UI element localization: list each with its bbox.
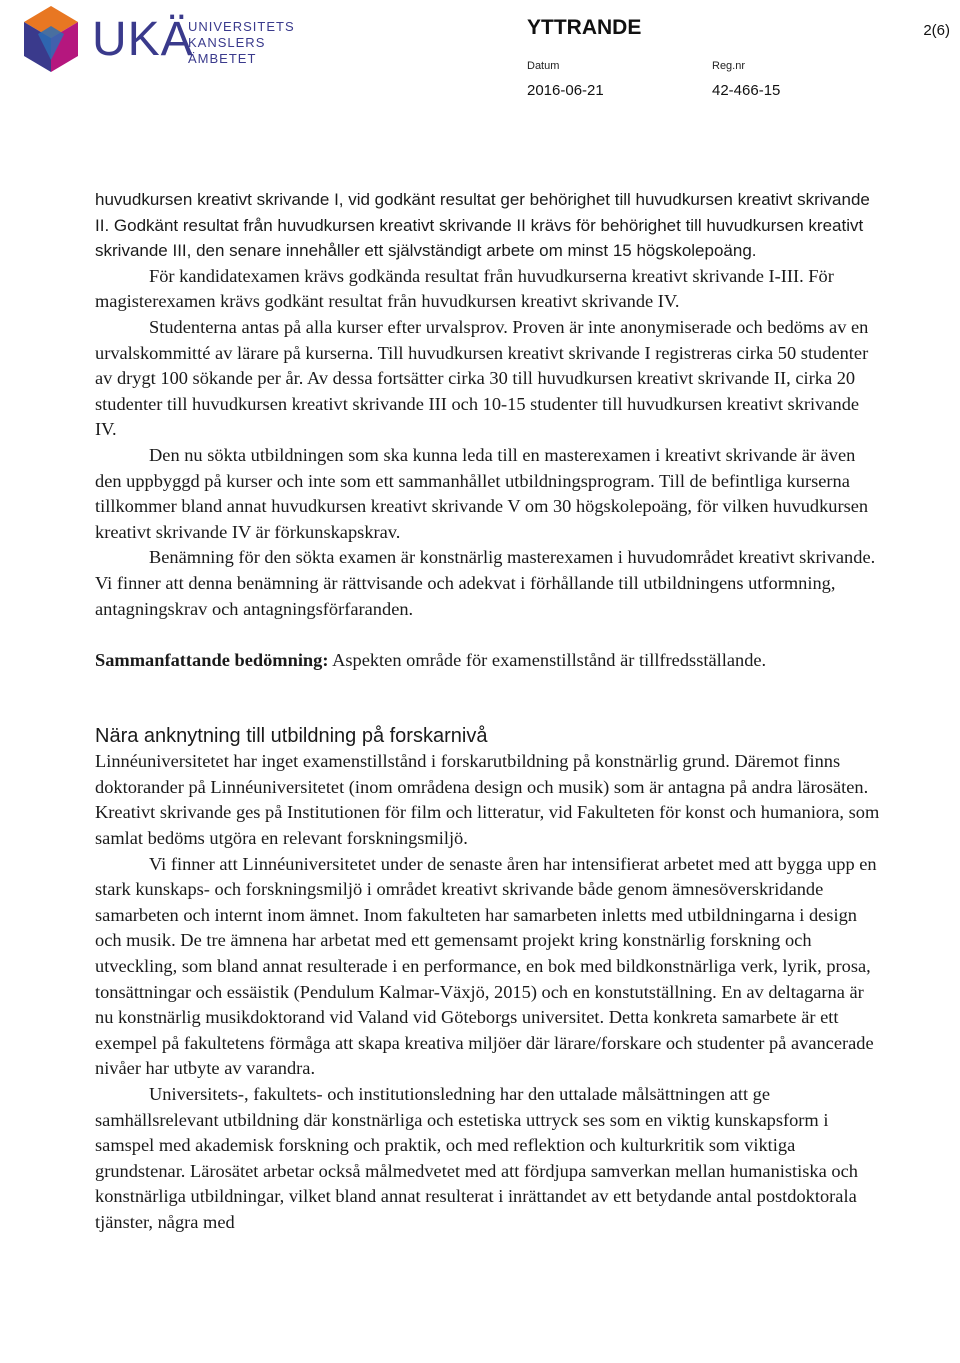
logo-wordmark: UKÄ: [92, 13, 194, 66]
document-body: [95, 187, 885, 1236]
paragraph: Universitets-, fakultets- och institutionsledning har den uttalade målsättningen att ge samhällsrelevant utbildning där konstnärliga och estetiska uttryck ses som en viktig kunskapsform i samspel med akademisk forskning och praktik, och med reflektion och kulturkritik som viktiga grundstenar. Lärosätet arbetar också målmedvetet med att fördjupa samverkan mellan humanistiska och konstnärliga utbildningar, vilket bland annat resulterat i inrättandet av ett betydande antal postdoktorala tjänster, några med: [95, 1084, 858, 1232]
page-number: 2(6): [923, 22, 950, 39]
date-value: 2016-06-21: [527, 82, 604, 99]
summary: [95, 648, 885, 674]
paragraph: För kandidatexamen krävs godkända resultat från huvudkurserna kreativt skrivande I-III. För magisterexamen krävs godkänt resultat från huvudkursen kreativt skrivande IV.: [95, 265, 834, 312]
paragraph: Benämning för den sökta examen är konstnärlig masterexamen i huvudområdet kreativt skrivande. Vi finner att denna benämning är rättvisande och adekvat i förhållande till utbildningens utformning, antagningskrav och antagningsförfaranden.: [95, 547, 876, 619]
paragraph: Den nu sökta utbildningen som ska kunna leda till en masterexamen i kreativt skrivande är även den uppbyggd på kurser och inte som ett sammanhållet utbildningsprogram. Till de befintliga kurserna tillkommer bland annat huvudkursen kreativt skrivande V om 30 högskolepoäng, för vilken huvudkursen kreativt skrivande IV är förkunskapskrav.: [95, 444, 869, 542]
paragraph: Studenterna antas på alla kurser efter urvalsprov. Proven är inte anonymiserade och bedöms av en urvalskommitté av lärare på kurserna. Till huvudkursen kreativt skrivande I registreras cirka 50 studenter av drygt 100 sökande per år. Av dessa fortsätter cirka 30 till huvudkursen kreativt skrivande II, cirka 20 studenter till huvudkursen kreativt skrivande III och 10-15 studenter till huvudkursen kreativt skrivande IV.: [95, 316, 869, 440]
summary-text: Aspekten område för examenstillstånd är tillfredsställande.: [328, 649, 767, 670]
date-label: Datum: [527, 60, 560, 72]
logo-line: KANSLERS: [188, 35, 266, 50]
reg-label: Reg.nr: [712, 60, 746, 72]
paragraph: huvudkursen kreativt skrivande I, vid godkänt resultat ger behörighet till huvudkursen kreativt skrivande II. Godkänt resultat från huvudkursen kreativt skrivande II krävs för behörighet till huvudkursen kreativt skrivande III, den senare innehåller ett självständigt arbete om minst 15 högskolepoäng.: [95, 190, 870, 261]
paragraph: Vi finner att Linnéuniversitetet under de senaste åren har intensifierat arbetet med att bygga upp en stark kunskaps- och forskningsmiljö i området kreativt skrivande både genom ämnesöverskridande samarbeten och internt inom ämnet. Inom fakulteten har samarbeten inletts med utbildningarna i design och musik. De tre ämnena har arbetat med ett gemensamt projekt kring konstnärlig forskning och utveckling, som bland annat resulterade i en performance, en bok med bildkonstnärliga verk, lyrik, prosa, tonsättningar och essäistik (Pendulum Kalmar-Växjö, 2015) och en konstutställning. En av deltagarna är nu konstnärlig musikdoktorand vid Valand vid Göteborgs universitet. Detta konkreta samarbete är ett exempel på fakultetens förmåga att skapa kreativa miljöer där lärare/forskare och studenter på avancerade nivåer har utbyte av varandra.: [95, 853, 877, 1079]
logo-line: UNIVERSITETS: [188, 19, 295, 34]
uka-logo: [20, 4, 295, 76]
logo-text: [188, 19, 295, 67]
summary-label: Sammanfattande bedömning:: [95, 649, 329, 670]
document-type: YTTRANDE: [527, 16, 642, 39]
section-heading: Nära anknytning till utbildning på forskarnivå: [95, 725, 488, 748]
reg-value: 42-466-15: [712, 82, 781, 99]
logo-line: ÄMBETET: [188, 51, 257, 66]
uka-logo-mark-icon: [20, 4, 82, 74]
paragraph: Linnéuniversitetet har inget examenstillstånd i forskarutbildning på konstnärlig grund. Däremot finns doktorander på Linnéuniversitetet (inom områdena design och musik) som är antagna på andra lärosäten. Kreativt skrivande ges på Institutionen för film och litteratur, vid Fakulteten för konst och humaniora, som samlat bedöms utgöra en relevant forskningsmiljö.: [95, 751, 880, 849]
